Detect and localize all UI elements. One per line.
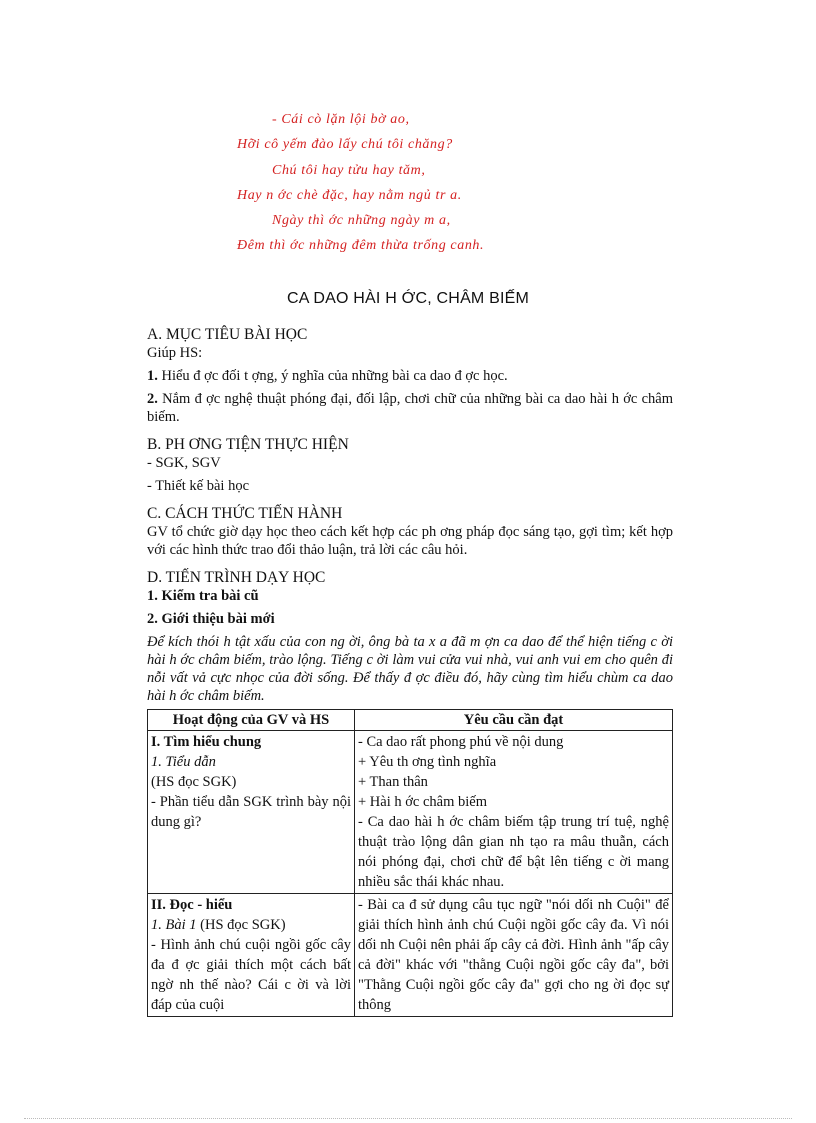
page-title: CA DAO HÀI H ỚC, CHÂM BIẾM [286, 290, 530, 307]
section-a-item-1 [147, 367, 673, 385]
section-a-item-2 [147, 390, 673, 426]
row-note: (HS đọc SGK) [151, 774, 237, 790]
poem-line-3: Chú tôi hay tửu hay tăm, [272, 163, 426, 178]
section-b-heading: B. PH ƠNG TIỆN THỰC HIỆN [147, 436, 349, 453]
row-subheading: 1. Bài 1 [151, 917, 197, 933]
section-d-heading: D. TIẾN TRÌNH DẠY HỌC [147, 569, 326, 586]
answer-line: + Yêu th ơng tình nghĩa [358, 754, 497, 770]
table-header-activity: Hoạt động của GV và HS [148, 710, 355, 731]
table-cell-activity [148, 731, 355, 894]
section-d-intro: Để kích thói h tật xấu của con ng ời, ông bà ta x a đã m ợn ca dao để thể hiện tiếng c ời hài h ớc châm biếm, trào lộng. Tiếng c ời làm vui cửa vui nhà, vui anh vui em cho quên đi nỗi vất vả cực nhọc của đời sống. Để thấy đ ợc điều đó, hãy cùng tìm hiểu chùm ca dao hài h ớc châm biếm. [147, 634, 673, 704]
table-cell-requirement [355, 894, 673, 1017]
section-a-intro: Giúp HS: [147, 345, 203, 361]
page-bottom-border [24, 1118, 792, 1119]
poem-line-4: Hay n ớc chè đặc, hay nằm ngủ tr a. [237, 188, 462, 203]
item-number: 2. [147, 391, 158, 407]
section-c-heading: C. CÁCH THỨC TIẾN HÀNH [147, 505, 343, 522]
section-a-heading: A. MỤC TIÊU BÀI HỌC [147, 326, 308, 343]
table-header-row [148, 710, 673, 731]
poem-line-2: Hỡi cô yếm đào lấy chú tôi chăng? [237, 137, 453, 152]
answer-line: + Hài h ớc châm biếm [358, 794, 487, 810]
table-header-requirement: Yêu cầu cần đạt [355, 710, 673, 731]
table-cell-requirement [355, 731, 673, 894]
section-d-item-1: 1. Kiểm tra bài cũ [147, 588, 259, 604]
poem-line-5: Ngày thì ớc những ngày m a, [272, 213, 451, 228]
answer-line: - Ca dao rất phong phú về nội dung [358, 734, 564, 750]
item-text: Hiểu đ ợc đối t ợng, ý nghĩa của những bài ca dao đ ợc học. [161, 368, 508, 384]
table-row [148, 731, 673, 894]
table-row [148, 894, 673, 1017]
row-question: - Hình ảnh chú cuội ngồi gốc cây đa đ ợc giải thích một cách bất ngờ nh thế nào? Cái c ời và lời đáp của cuội [151, 937, 351, 1013]
row-subheading-line [151, 915, 351, 935]
row-heading: I. Tìm hiểu chung [151, 734, 262, 750]
table-cell-activity [148, 894, 355, 1017]
item-number: 1. [147, 368, 158, 384]
answer-line: - Ca dao hài h ớc châm biếm tập trung trí tuệ, nghệ thuật trào lộng dân gian nh tạo ra mâu thuẫn, cách nói phóng đại, chơi chữ để bật lên tiếng c ời mang nhiều sắc thái khác nhau. [358, 814, 669, 890]
section-b-item-1: - SGK, SGV [147, 455, 221, 471]
answer-line: + Than thân [358, 774, 428, 790]
row-subheading: 1. Tiểu dẫn [151, 754, 216, 770]
row-note: (HS đọc SGK) [196, 917, 286, 933]
row-question: - Phần tiểu dẫn SGK trình bày nội dung gì? [151, 794, 351, 830]
activity-table [147, 709, 673, 1017]
poem-line-1: - Cái cò lặn lội bờ ao, [272, 112, 410, 127]
item-text: Nắm đ ợc nghệ thuật phóng đại, đối lập, chơi chữ của những bài ca dao hài h ớc châm biếm. [147, 391, 674, 425]
poem-line-6: Đêm thì ớc những đêm thừa trống canh. [237, 238, 485, 253]
section-b-item-2: - Thiết kế bài học [147, 478, 250, 494]
row-heading: II. Đọc - hiểu [151, 897, 233, 913]
lesson-content [147, 320, 673, 1017]
answer-line: - Bài ca đ sử dụng câu tục ngữ "nói dối nh Cuội" để giải thích hình ảnh chú Cuội ngồi gốc cây đa. Vì nói dối nh Cuội nên phải ấp cây cả đời. Hình ảnh "ấp cây cả đời" khác với "thằng Cuội ngồi gốc cây đa", bởi "Thằng Cuội ngồi gốc cây đa" gợi cho ng ời đọc sự thông [358, 897, 669, 1013]
section-d-item-2: 2. Giới thiệu bài mới [147, 611, 275, 627]
section-c-body: GV tổ chức giờ dạy học theo cách kết hợp các ph ơng pháp đọc sáng tạo, gợi tìm; kết hợp với các hình thức trao đổi thảo luận, trả lời các câu hỏi. [147, 524, 673, 558]
